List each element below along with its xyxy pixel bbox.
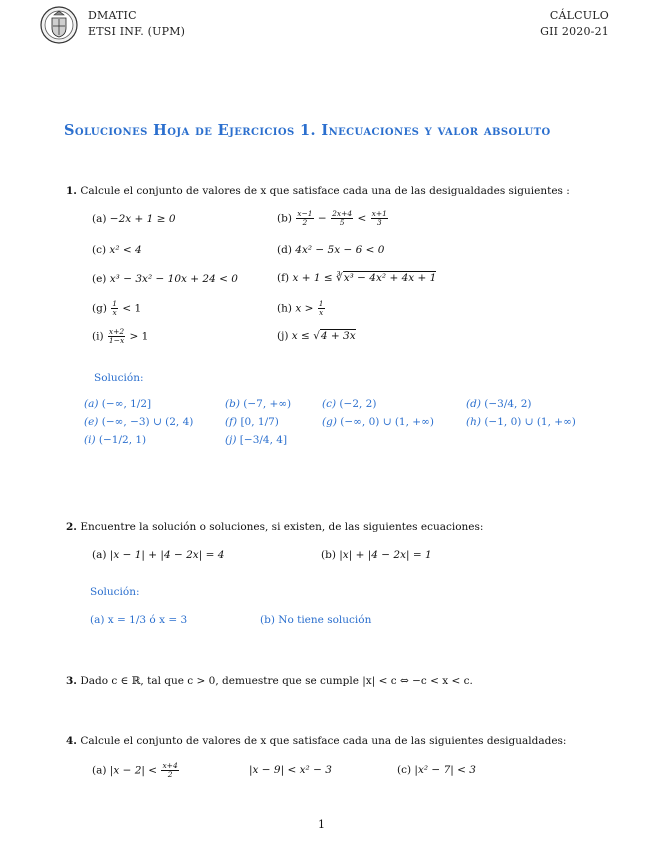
ex1-sol-c: (c) (−2, 2) xyxy=(322,398,377,410)
ex1-item-j-radicand: 4 + 3x xyxy=(320,330,356,342)
ex1-item-f: (f) x + 1 ≤ ∛x³ − 4x² + 4x + 1 xyxy=(277,272,437,284)
ex4-item-a: (a) |x − 2| < $\frac{x+4}{2}$ xyxy=(92,761,178,779)
exercise-1-text: Calcule el conjunto de valores de x que satisface cada una de las desigualdades siguientes : xyxy=(80,185,570,197)
header-dept: DMATIC xyxy=(88,9,137,22)
exercise-4-prompt xyxy=(66,735,566,747)
ex1-item-d: (d) 4x² − 5x − 6 < 0 xyxy=(277,244,385,256)
ex2-sol-a: (a) x = 1/3 ó x = 3 xyxy=(90,614,188,626)
ex1-item-b-frac3: $\frac{x+1}{3}$ xyxy=(371,209,387,227)
ex1-item-i: (i) $\frac{x+2}{1-x}$ > 1 xyxy=(92,327,149,345)
header-course: GII 2020-21 xyxy=(540,25,609,38)
ex1-item-b-frac2: $\frac{2x+4}{5}$ xyxy=(332,209,353,227)
university-crest-logo xyxy=(40,6,78,44)
ex1-item-b-label: (b) xyxy=(277,212,292,225)
ex1-item-a xyxy=(92,213,176,225)
ex1-sol-b: (b) (−7, +∞) xyxy=(225,398,292,410)
ex1-item-c: (c) x² < 4 xyxy=(92,244,142,256)
ex2-sol-b: (b) No tiene solución xyxy=(260,614,372,626)
ex4-item-b-math: |x − 9| < x² − 3 xyxy=(249,764,332,776)
ex1-item-b-frac1: $\frac{x-1}{2}$ xyxy=(297,209,313,227)
ex1-item-e-math: x³ − 3x² − 10x + 24 < 0 xyxy=(109,273,238,285)
ex1-item-b: (b) $\frac{x-1}{2}$ − $\frac{2x+4}{5}$ < $\frac{x+1}{3}$ xyxy=(277,209,387,227)
ex1-item-h: (h) x > $\frac{1}{x}$ xyxy=(277,299,324,317)
exercise-3-number: 3. xyxy=(66,675,77,687)
ex1-item-a-math: −2x + 1 ≥ 0 xyxy=(109,213,176,225)
exercise-4-text: Calcule el conjunto de valores de x que satisface cada una de las siguientes desigualdades: xyxy=(80,735,567,747)
ex1-sol-h: (h) (−1, 0) ∪ (1, +∞) xyxy=(466,416,576,428)
ex1-item-f-radicand: x³ − 4x² + 4x + 1 xyxy=(343,272,437,284)
exercise-2-number: 2. xyxy=(66,521,77,533)
ex4-item-c-math: |x² − 7| < 3 xyxy=(414,764,476,776)
ex2-item-b-math: |x| + |4 − 2x| = 1 xyxy=(339,549,432,561)
ex1-item-c-math: x² < 4 xyxy=(109,244,142,256)
exercise-4-number: 4. xyxy=(66,735,77,747)
exercise-1-number: 1. xyxy=(66,185,77,197)
exercise-1-prompt xyxy=(66,185,570,197)
ex2-item-b: (b) |x| + |4 − 2x| = 1 xyxy=(321,549,432,561)
ex1-item-d-math: 4x² − 5x − 6 < 0 xyxy=(295,244,385,256)
header-school: ETSI INF. (UPM) xyxy=(88,25,186,38)
exercise-3-text: Dado c ∈ ℝ, tal que c > 0, demuestre que se cumple |x| < c ⇔ −c < x < c. xyxy=(80,675,473,687)
ex1-sol-j: (j) [−3/4, 4] xyxy=(225,434,288,446)
ex2-item-a: (a) |x − 1| + |4 − 2x| = 4 xyxy=(92,549,225,561)
header-subject: CÁLCULO xyxy=(549,9,609,22)
page-number: 1 xyxy=(318,818,325,831)
ex1-sol-i: (i) (−1/2, 1) xyxy=(84,434,147,446)
ex1-solution-heading: Solución: xyxy=(94,372,144,384)
exercise-3-prompt xyxy=(66,675,473,687)
ex1-sol-e: (e) (−∞, −3) ∪ (2, 4) xyxy=(84,416,194,428)
ex1-sol-d: (d) (−3/4, 2) xyxy=(466,398,532,410)
ex1-sol-g: (g) (−∞, 0) ∪ (1, +∞) xyxy=(322,416,434,428)
exercise-2-prompt xyxy=(66,521,483,533)
ex1-sol-a: (a) (−∞, 1/2] xyxy=(84,398,152,410)
ex1-sol-f: (f) [0, 1/7) xyxy=(225,416,279,428)
ex4-item-b xyxy=(249,764,332,776)
ex4-item-c: (c) |x² − 7| < 3 xyxy=(397,764,476,776)
page-title: Soluciones Hoja de Ejercicios 1. Inecuaciones y valor absoluto xyxy=(64,122,551,139)
exercise-2-text: Encuentre la solución o soluciones, si existen, de las siguientes ecuaciones: xyxy=(80,521,484,533)
ex2-item-a-math: |x − 1| + |4 − 2x| = 4 xyxy=(109,549,225,561)
ex1-item-e: (e) x³ − 3x² − 10x + 24 < 0 xyxy=(92,273,238,285)
ex1-item-a-label: (a) xyxy=(92,213,107,225)
ex1-item-j: (j) x ≤ √4 + 3x xyxy=(277,330,356,342)
ex2-solution-heading: Solución: xyxy=(90,586,140,598)
ex1-item-g: (g) $\frac{1}{x}$ < 1 xyxy=(92,299,142,317)
